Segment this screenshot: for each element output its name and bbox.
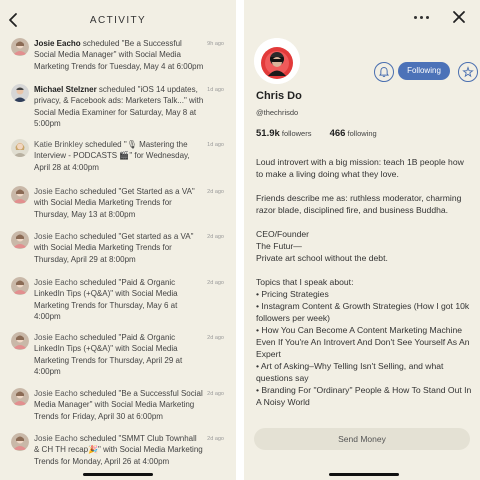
timestamp: 2d ago (207, 234, 224, 240)
followers-label: followers (281, 129, 312, 138)
home-indicator (329, 473, 399, 476)
profile-screen (244, 0, 480, 480)
activity-description: scheduled "Paid & Organic LinkedIn Tips (+Q&A)" with Social Media Marketing Trends for Thursday, May 6 at 4:00pm (34, 278, 178, 321)
profile-name: Chris Do (256, 90, 302, 102)
timestamp: 2d ago (207, 280, 224, 286)
following-label: following (347, 129, 377, 138)
timestamp: 2d ago (207, 335, 224, 341)
profile-stats (256, 128, 393, 139)
send-money-button[interactable]: Send Money (254, 428, 470, 450)
activity-description: scheduled "Get started as a VA" with Social Media Marketing Trends for Thursday, April 29 at 8:00pm (34, 232, 194, 264)
timestamp: 1d ago (207, 142, 224, 148)
activity-screen (0, 0, 236, 480)
avatar[interactable] (11, 231, 29, 249)
activity-text (34, 38, 204, 72)
followers-count: 51.9k (256, 128, 280, 139)
activity-description: scheduled "🎙 Mastering the Interview - PODCASTS 🎬" for Wednesday, April 28 at 4:00pm (34, 140, 190, 172)
avatar[interactable] (11, 139, 29, 157)
avatar[interactable] (11, 84, 29, 102)
activity-description: scheduled "iOS 14 updates, privacy, & Facebook ads: Marketers Talk..." with Social Media Examiner for Saturday, May 8 at 5:00pm (34, 85, 204, 128)
activity-text (34, 277, 204, 322)
following-stat[interactable] (330, 128, 377, 139)
avatar[interactable] (11, 433, 29, 451)
followers-stat[interactable] (256, 128, 311, 139)
user-name[interactable]: Josie Eacho (34, 187, 78, 196)
bio-line: • Instagram Content & Growth Strategies (How I got 10k followers per week) (256, 301, 470, 323)
activity-description: scheduled "Be a Successful Social Media Manager" with Social Media Marketing Trends for Tuesday, May 4 at 6:00pm (34, 39, 204, 71)
activity-text (34, 433, 204, 467)
activity-text (34, 186, 204, 220)
avatar[interactable] (11, 277, 29, 295)
user-name[interactable]: Josie Eacho (34, 232, 78, 241)
profile-avatar[interactable] (254, 38, 300, 84)
bio-line: Loud introvert with a big mission: teach 1B people how to make a living doing what they love. (256, 157, 464, 179)
timestamp: 9h ago (207, 41, 224, 47)
more-options-icon[interactable] (414, 15, 430, 21)
avatar[interactable] (11, 186, 29, 204)
home-indicator (83, 473, 153, 476)
activity-description: scheduled "Get Started as a VA" with Social Media Marketing Trends for Thursday, May 13 at 8:00pm (34, 187, 195, 219)
add-follow-icon[interactable] (458, 62, 478, 82)
activity-text (34, 139, 204, 173)
timestamp: 2d ago (207, 436, 224, 442)
profile-bio (256, 156, 472, 408)
bio-line: • Pricing Strategies (256, 289, 329, 299)
bio-line: CEO/Founder (256, 229, 310, 239)
user-name[interactable]: Josie Eacho (34, 39, 81, 48)
timestamp: 2d ago (207, 189, 224, 195)
bio-line: Topics that I speak about: (256, 277, 354, 287)
activity-header (0, 0, 236, 38)
user-name[interactable]: Katie Brinkley (34, 140, 83, 149)
page-title: ACTIVITY (89, 15, 147, 26)
activity-description: scheduled "Paid & Organic LinkedIn Tips (+Q&A)" with Social Media Marketing Trends for Thursday, April 29 at 4:00pm (34, 333, 183, 376)
activity-text (34, 84, 204, 129)
bio-line: • Branding For "Ordinary" People & How To Stand Out In A Noisy World (256, 385, 472, 407)
user-name[interactable]: Josie Eacho (34, 389, 78, 398)
close-icon[interactable] (452, 10, 466, 24)
bio-line: • Art of Asking–Why Telling Isn't Selling, and what questions say (256, 361, 444, 383)
user-name[interactable]: Josie Eacho (34, 434, 78, 443)
avatar[interactable] (11, 332, 29, 350)
bio-line: • How You Can Become A Content Marketing Machine Even If You're An Introvert And Don't See Yourself As An Expert (256, 325, 470, 359)
activity-text (34, 332, 204, 377)
activity-text (34, 388, 204, 422)
activity-description: scheduled "SMMT Club Townhall & CH TH recap🎉" with Social Media Marketing Trends for Monday, April 26 at 4:00pm (34, 434, 203, 466)
user-name[interactable]: Josie Eacho (34, 278, 78, 287)
timestamp: 1d ago (207, 87, 224, 93)
following-count: 466 (329, 128, 346, 139)
bell-icon[interactable] (374, 62, 394, 82)
bio-line: Friends describe me as: ruthless moderator, charming razor blade, disciplined fire, and business Buddha. (256, 193, 462, 215)
bio-line: The Futur— (256, 241, 302, 251)
following-button[interactable]: Following (398, 62, 450, 80)
bio-line: Private art school without the debt. (256, 253, 388, 263)
user-name[interactable]: Josie Eacho (34, 333, 78, 342)
avatar[interactable] (11, 38, 29, 56)
timestamp: 2d ago (207, 391, 224, 397)
activity-description: scheduled "Be a Successful Social Media Manager" with Social Media Marketing Trends for Friday, April 30 at 6:00pm (34, 389, 203, 421)
user-name[interactable]: Michael Stelzner (34, 85, 97, 94)
activity-text (34, 231, 204, 265)
profile-handle: @thechrisdo (256, 108, 299, 117)
avatar[interactable] (11, 388, 29, 406)
